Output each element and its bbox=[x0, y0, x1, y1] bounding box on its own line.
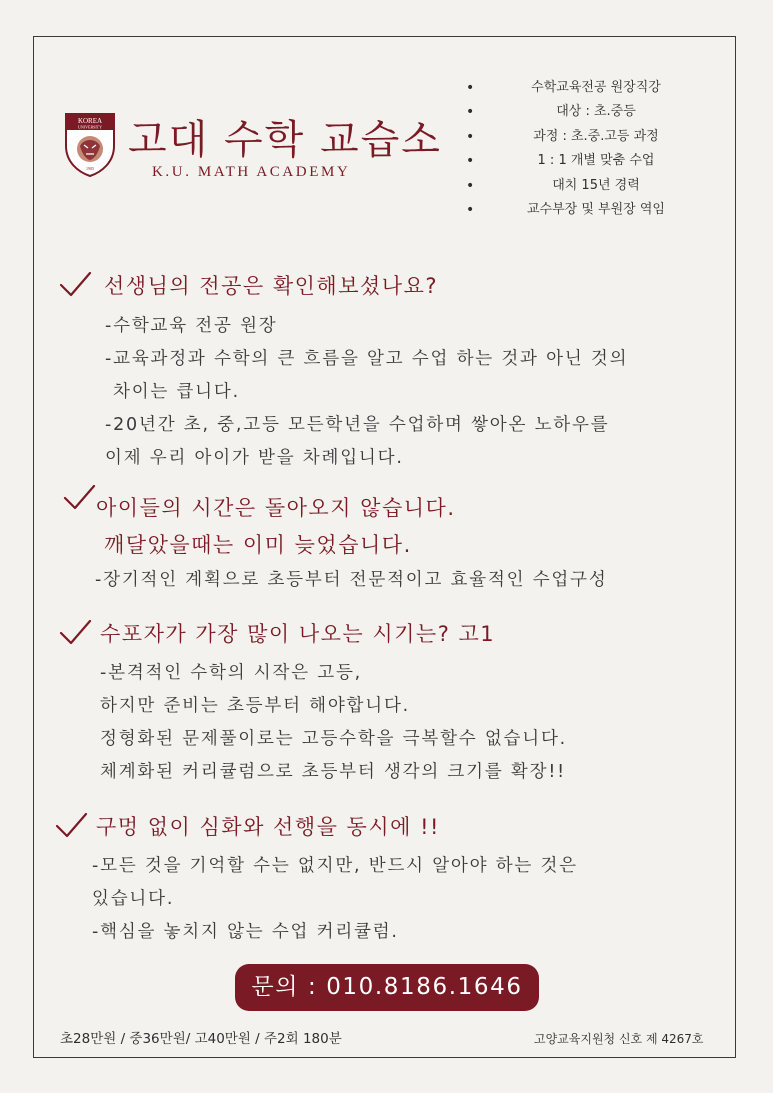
contact-phone-button[interactable]: 문의 : 010.8186.1646 bbox=[235, 964, 539, 1011]
section-line: -수학교육 전공 원장 bbox=[105, 316, 278, 336]
checkmark-icon bbox=[58, 618, 92, 646]
checkmark-icon bbox=[62, 483, 96, 511]
academy-title: 고대 수학 교습소 bbox=[128, 117, 442, 163]
bullet-icon: • bbox=[466, 80, 475, 96]
logo-text-top: KOREA bbox=[77, 117, 103, 125]
section-line: -핵심을 놓치지 않는 수업 커리큘럼. bbox=[92, 922, 399, 942]
section-title: 구멍 없이 심화와 선행을 동시에 !! bbox=[96, 815, 440, 839]
section-line: 체계화된 커리큘럼으로 초등부터 생각의 크기를 확장!! bbox=[100, 762, 566, 782]
info-text: 1 : 1 개별 맞춤 수업 bbox=[537, 153, 655, 169]
section-title-2: 깨달았을때는 이미 늦었습니다. bbox=[104, 533, 412, 557]
info-list bbox=[466, 76, 706, 222]
section-depth bbox=[58, 809, 738, 949]
info-item bbox=[466, 198, 706, 222]
info-item bbox=[466, 149, 706, 173]
section-line: -장기적인 계획으로 초등부터 전문적이고 효율적인 수업구성 bbox=[95, 570, 608, 590]
bullet-icon: • bbox=[466, 177, 475, 194]
pricing-text: 초28만원 / 중36만원/ 고40만원 / 주2회 180분 bbox=[60, 1031, 342, 1047]
info-text: 대치 15년 경력 bbox=[552, 177, 640, 193]
section-major bbox=[58, 268, 738, 475]
info-item bbox=[466, 100, 706, 124]
info-item bbox=[466, 76, 706, 100]
logo-text-bottom: UNIVERSITY bbox=[78, 124, 102, 130]
bullet-icon: • bbox=[466, 128, 475, 145]
section-line: -교육과정과 수학의 큰 흐름을 알고 수업 하는 것과 아닌 것의 bbox=[105, 349, 629, 369]
section-time bbox=[58, 483, 738, 597]
info-text: 수학교육전공 원장직강 bbox=[531, 80, 661, 95]
section-title: 선생님의 전공은 확인해보셨나요? bbox=[104, 274, 438, 298]
checkmark-icon bbox=[58, 270, 92, 298]
korea-university-crest-logo bbox=[64, 112, 116, 178]
section-line: -모든 것을 기억할 수는 없지만, 반드시 알아야 하는 것은 bbox=[92, 856, 578, 876]
section-line: 하지만 준비는 초등부터 해야합니다. bbox=[100, 696, 411, 716]
info-text: 대상 : 초.중등 bbox=[556, 104, 636, 120]
info-text: 과정 : 초.중.고등 과정 bbox=[533, 128, 659, 144]
section-line: 차이는 큽니다. bbox=[113, 382, 240, 402]
bullet-icon: • bbox=[466, 153, 475, 170]
logo-year: 1905 bbox=[86, 166, 94, 171]
info-item bbox=[466, 174, 706, 198]
section-title: 아이들의 시간은 돌아오지 않습니다. bbox=[96, 496, 456, 520]
info-text: 교수부장 및 부원장 역임 bbox=[527, 201, 665, 217]
section-title: 수포자가 가장 많이 나오는 시기는? 고1 bbox=[100, 622, 496, 646]
registration-text: 고양교육지원청 신호 제 4267호 bbox=[534, 1032, 704, 1046]
bullet-icon: • bbox=[466, 104, 475, 121]
section-gap-year bbox=[58, 616, 738, 789]
checkmark-icon bbox=[54, 811, 88, 839]
academy-subtitle: K.U. MATH ACADEMY bbox=[152, 164, 351, 180]
section-line: -20년간 초, 중,고등 모든학년을 수업하며 쌓아온 노하우를 bbox=[105, 415, 610, 435]
info-item bbox=[466, 125, 706, 149]
bullet-icon: • bbox=[466, 201, 475, 218]
section-line: 이제 우리 아이가 받을 차례입니다. bbox=[105, 448, 404, 468]
section-line: 있습니다. bbox=[92, 889, 175, 909]
section-line: 정형화된 문제풀이로는 고등수학을 극복할수 없습니다. bbox=[100, 729, 568, 749]
section-line: -본격적인 수학의 시작은 고등, bbox=[100, 663, 363, 683]
